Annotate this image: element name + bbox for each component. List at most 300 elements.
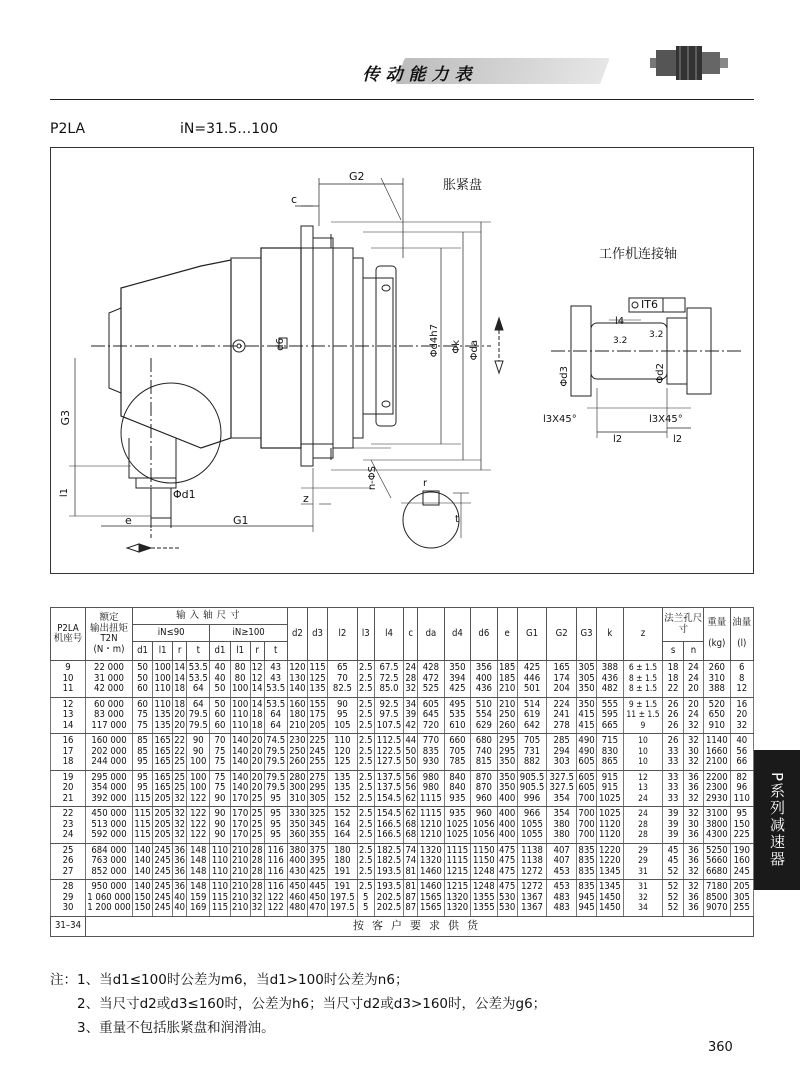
cell-value: 202.5 [376, 902, 402, 913]
cell-value: 520 [708, 698, 725, 710]
cell-value: 115 [211, 902, 229, 913]
cell-value: 50 [137, 662, 148, 673]
label-d6: d6 [275, 338, 286, 351]
cell-value: 1120 [599, 829, 621, 840]
cell-s [663, 697, 683, 734]
cell-n [683, 807, 703, 844]
cell-a-d1 [133, 843, 153, 880]
cell-torque [86, 770, 133, 807]
cell-value: 392 000 [91, 792, 127, 804]
cell-value: 9 [640, 720, 646, 731]
cell-a-l1 [153, 661, 173, 698]
cell-value: 26 [667, 698, 679, 710]
cell-value: 32 [251, 902, 263, 913]
cell-value: 193.5 [376, 881, 402, 892]
cell-value: 1272 [521, 881, 543, 892]
cell-value: 43 [270, 662, 282, 673]
label-d3: Φd3 [559, 366, 570, 387]
cell-value: 152 [334, 808, 351, 819]
cell-value: 14 [251, 683, 263, 694]
cell-value: 28 [251, 855, 263, 866]
cell-value: 2.5 [358, 844, 373, 856]
cell-value: 1320 [446, 891, 469, 903]
cell-value: 90 [214, 808, 226, 819]
cell-value: 165 [553, 662, 570, 673]
cell-b-d1 [210, 807, 230, 844]
cell-value: 11 [62, 683, 74, 694]
cell-value: 230 [289, 735, 306, 746]
cell-value: 180 [289, 709, 306, 720]
cell-value: 75 [137, 719, 148, 731]
cell-value: 25 [174, 756, 186, 767]
cell-value: 32 [174, 829, 186, 840]
cell-value: 12 [736, 683, 748, 694]
cell-value: 1355 [472, 902, 495, 913]
cell-value: 1115 [446, 855, 469, 866]
cell-value: 79.5 [266, 745, 286, 757]
cell-value: 660 [449, 735, 466, 746]
cell-value: 310 [708, 672, 725, 684]
cell-value: 85 [137, 735, 148, 746]
cell-d2 [287, 843, 307, 880]
cell-value: 475 [498, 881, 516, 892]
cell-value: 52 [667, 865, 679, 877]
col-d6: d6 [471, 608, 497, 661]
cell-value: 605 [578, 771, 595, 783]
cell-value: 1055 [521, 818, 543, 830]
cell-value: 350 [498, 782, 516, 793]
cell-value: 605 [578, 782, 595, 793]
cell-value: 260 [289, 756, 306, 767]
cell-k [597, 807, 623, 844]
cell-value: 95 [736, 808, 748, 819]
cell-value: 52 [667, 881, 679, 892]
cell-g3 [577, 734, 597, 771]
cell-torque [86, 843, 133, 880]
cell-value: 2.5 [358, 698, 373, 710]
cell-value: 1450 [599, 902, 621, 913]
cell-value: 28 [251, 865, 263, 877]
col-b-d1: d1 [210, 642, 230, 661]
cell-value: 160 [289, 698, 306, 710]
table-row [51, 807, 754, 844]
cell-e [497, 807, 517, 844]
cell-value: 39 [405, 709, 417, 720]
cell-value: 165 [154, 756, 171, 767]
cell-value: 31 [638, 882, 648, 892]
cell-value: 205 [154, 829, 171, 840]
cell-value: 205 [154, 808, 171, 819]
cell-value: 450 [309, 891, 326, 903]
label-l4: l4 [615, 316, 625, 327]
cell-size [51, 880, 86, 917]
cell-value: 720 [422, 719, 440, 731]
cell-value: 250 [289, 745, 306, 757]
cell-value: 250 [498, 709, 516, 720]
cell-value: 394 [449, 672, 466, 684]
cell-oil [730, 770, 753, 807]
cell-value: 966 [523, 808, 541, 819]
cell-d3 [307, 734, 327, 771]
cell-value: 85.0 [379, 683, 399, 694]
cell-value: 24 [638, 793, 648, 804]
cell-value: 1056 [472, 829, 495, 840]
cell-value: 210 [231, 902, 249, 913]
table-row-group [51, 697, 754, 734]
cell-value: 81 [405, 865, 417, 877]
cell-n [683, 661, 703, 698]
cell-b-r [250, 843, 264, 880]
cell-value: 835 [422, 745, 440, 757]
cell-value: 53.5 [188, 662, 208, 673]
cell-value: 260 [708, 662, 725, 673]
cell-l2 [328, 880, 358, 917]
cell-a-l1 [153, 843, 173, 880]
cell-value: 135 [334, 782, 351, 793]
cell-k [597, 661, 623, 698]
cell-value: 1565 [420, 891, 442, 903]
cell-value: 835 [578, 844, 595, 856]
cell-value: 360 [289, 829, 306, 840]
label-roughness-a: 3.2 [613, 336, 628, 346]
cell-value: 96 [736, 782, 748, 793]
cell-value: 127.5 [376, 756, 402, 767]
cell-l4 [374, 807, 404, 844]
cell-value: 1210 [420, 829, 442, 840]
cell-value: 245 [154, 855, 171, 866]
cell-value: 140 [231, 745, 249, 757]
cell-value: 90 [192, 735, 204, 746]
cell-value: 205 [154, 818, 171, 830]
col-g1: G1 [517, 608, 547, 661]
cell-g1 [517, 661, 547, 698]
cell-value: 380 [553, 829, 570, 840]
cell-value: 28 [405, 672, 417, 684]
cell-value: 80 [234, 672, 246, 684]
cell-value: 665 [601, 719, 619, 731]
cell-value: 1 060 000 [87, 891, 131, 903]
cell-value: 32 [736, 719, 748, 731]
cell-value: 25 [251, 829, 263, 840]
cell-c [404, 880, 418, 917]
cell-value: 25 [174, 782, 186, 793]
cell-c [404, 843, 418, 880]
cell-value: 36 [174, 844, 186, 856]
cell-value: 1220 [599, 844, 621, 856]
cell-value: 52 [667, 891, 679, 903]
cell-b-r [250, 880, 264, 917]
cell-value: 31 [638, 866, 648, 877]
cell-value: 835 [578, 881, 595, 892]
cell-value: 1138 [521, 855, 543, 866]
cell-g3 [577, 843, 597, 880]
cell-value: 36 [687, 829, 699, 840]
cell-a-t [187, 697, 210, 734]
cell-value: 5 [363, 902, 369, 913]
cell-value: 650 [708, 709, 725, 720]
col-l4: l4 [374, 608, 404, 661]
cell-value: 43 [270, 672, 282, 684]
cell-d3 [307, 697, 327, 734]
label-g1: G1 [233, 514, 249, 527]
cell-value: 32 [687, 792, 699, 804]
cell-value: 36 [687, 771, 699, 783]
cell-value: 1320 [420, 855, 442, 866]
cell-value: 117 000 [91, 719, 127, 731]
cell-value: 68 [405, 818, 417, 830]
cell-value: 68 [405, 829, 417, 840]
cell-c [404, 807, 418, 844]
cell-b-t [264, 880, 287, 917]
cell-value: 8 ± 1.5 [628, 673, 658, 684]
cell-value: 1660 [705, 745, 728, 757]
cell-value: 36 [687, 782, 699, 793]
col-n: n [683, 642, 703, 661]
col-weight: 重量 (kg) [704, 608, 730, 661]
cell-value: 20 [174, 719, 186, 731]
cell-a-l1 [153, 697, 173, 734]
cell-value: 210 [231, 891, 249, 903]
cell-value: 1450 [599, 891, 621, 903]
cell-value: 245 [154, 844, 171, 856]
cell-value: 303 [553, 756, 570, 767]
cell-value: 380 [289, 844, 306, 856]
cell-value: 255 [309, 756, 326, 767]
cell-value: 125 [309, 672, 326, 684]
cell-value: 79.5 [266, 756, 286, 767]
cell-value: 2.5 [358, 818, 373, 830]
cell-value: 64 [270, 709, 282, 720]
cell-value: 116 [267, 855, 284, 866]
cell-b-l1 [230, 697, 250, 734]
cell-oil [730, 697, 753, 734]
label-l2-right: l2 [673, 434, 683, 445]
cell-value: 592 000 [91, 829, 127, 840]
cell-value: 224 [553, 698, 570, 710]
cell-value: 20 [736, 709, 748, 720]
cell-value: 95 [270, 829, 282, 840]
cell-value: 835 [578, 855, 595, 866]
cell-value: 26 [667, 735, 679, 746]
cell-value: 70 [336, 672, 348, 684]
cell-value: 700 [578, 829, 595, 840]
cell-value: 110 [154, 698, 171, 710]
cell-value: 1460 [420, 881, 442, 892]
cell-value: 140 [231, 735, 249, 746]
cell-value: 350 [578, 683, 595, 694]
cell-value: 1055 [521, 829, 543, 840]
cell-g3 [577, 770, 597, 807]
cell-value: 260 [498, 719, 516, 731]
cell-value: 95 [270, 818, 282, 830]
cell-value: 95 [137, 771, 148, 783]
cell-value: 60 [137, 698, 148, 710]
cell-value: 501 [523, 683, 541, 694]
cell-s [663, 734, 683, 771]
cell-value: 1355 [472, 891, 495, 903]
table-row [51, 843, 754, 880]
cell-d4 [444, 661, 470, 698]
cell-value: 8500 [705, 891, 728, 903]
cell-z [623, 807, 663, 844]
cell-b-l1 [230, 734, 250, 771]
col-g2: G2 [547, 608, 577, 661]
cell-value: 29 [62, 891, 74, 903]
cell-value: 525 [422, 683, 440, 694]
cell-value: 34 [638, 903, 648, 913]
cell-value: 1138 [521, 844, 543, 856]
cell-value: 1150 [472, 844, 495, 856]
cell-value: 1150 [472, 855, 495, 866]
cell-value: 165 [154, 735, 171, 746]
cell-value: 513 000 [91, 818, 127, 830]
cell-value: 165 [154, 782, 171, 793]
cell-value: 64 [192, 698, 204, 710]
cell-value: 5660 [705, 855, 728, 866]
cell-value: 305 [578, 672, 595, 684]
col-g3: G3 [577, 608, 597, 661]
cell-value: 2.5 [358, 662, 373, 673]
cell-value: 53.5 [266, 683, 286, 694]
cell-value: 980 [422, 782, 440, 793]
cell-value: 18 [174, 698, 186, 710]
label-t: t [455, 514, 459, 525]
cell-value: 6 ± 1.5 [628, 663, 658, 673]
cell-value: 840 [449, 782, 466, 793]
cell-k [597, 697, 623, 734]
cell-k [597, 770, 623, 807]
cell-value: 375 [309, 844, 326, 856]
cell-value: 1056 [472, 818, 495, 830]
cell-value: 2.5 [358, 782, 373, 793]
cell-value: 120 [289, 662, 306, 673]
cell-value: 960 [475, 792, 492, 804]
cell-value: 20 [251, 782, 263, 793]
cell-a-r [173, 807, 187, 844]
cell-value: 25 [251, 808, 263, 819]
cell-value: 79.5 [188, 719, 208, 731]
cell-value: 13 [62, 709, 74, 720]
cell-value: 18 [62, 756, 74, 767]
cell-value: 400 [475, 672, 492, 684]
cell-g2 [547, 880, 577, 917]
cell-l3 [357, 880, 374, 917]
cell-value: 354 [553, 792, 570, 804]
cell-e [497, 880, 517, 917]
cell-value: 116 [267, 844, 284, 856]
label-it6: IT6 [641, 298, 658, 311]
cell-oil [730, 661, 753, 698]
col-b-r: r [250, 642, 264, 661]
cell-d6 [471, 843, 497, 880]
cell-a-t [187, 734, 210, 771]
cell-b-t [264, 734, 287, 771]
cell-g1 [517, 807, 547, 844]
cell-value: 327.5 [549, 771, 574, 783]
cell-value: 18 [174, 683, 186, 694]
cell-value: 20 [174, 709, 186, 720]
cell-value: 14 [174, 662, 186, 673]
cell-c [404, 697, 418, 734]
cell-value: 910 [708, 719, 725, 731]
cell-value: 210 [231, 844, 249, 856]
cell-k [597, 734, 623, 771]
cell-value: 110 [231, 709, 249, 720]
cell-value: 82 [736, 771, 748, 783]
cell-weight [704, 661, 730, 698]
cell-value: 472 [422, 672, 440, 684]
cell-value: 170 [231, 792, 249, 804]
cell-value: 67.5 [379, 662, 399, 673]
cell-g2 [547, 734, 577, 771]
cell-value: 770 [422, 735, 440, 746]
cell-value: 14 [251, 698, 263, 710]
cell-value: 135 [154, 709, 171, 720]
cell-value: 53.5 [266, 698, 286, 710]
cell-value: 870 [475, 771, 492, 783]
cell-value: 45 [667, 855, 679, 866]
note-2: 2、当尺寸d2或d3≤160时，公差为h6；当尺寸d2或d3>160时，公差为g6； [77, 996, 547, 1012]
cell-l2 [328, 697, 358, 734]
cell-da [418, 697, 444, 734]
cell-value: 191 [334, 881, 351, 892]
cell-value: 1248 [472, 865, 495, 877]
cell-a-r [173, 697, 187, 734]
cell-value: 137.5 [376, 782, 402, 793]
cell-value: 1 200 000 [87, 902, 131, 913]
cell-value: 530 [498, 902, 516, 913]
cell-value: 75 [214, 771, 226, 783]
cell-value: 1115 [420, 808, 442, 819]
cell-value: 295 [498, 735, 516, 746]
cell-value: 530 [498, 891, 516, 903]
cell-a-r [173, 880, 187, 917]
cell-value: 9 ± 1.5 [628, 699, 658, 710]
cell-value: 32 [405, 683, 417, 694]
cell-value: 56 [405, 782, 417, 793]
cell-value: 50 [405, 756, 417, 767]
cell-da [418, 880, 444, 917]
cell-value: 935 [449, 792, 466, 804]
cell-value: 40 [214, 672, 226, 684]
side-tab: P系列减速器 [754, 750, 800, 890]
table-row-group [51, 770, 754, 807]
cell-value: 700 [578, 818, 595, 830]
cell-value: 10 [638, 736, 648, 746]
cell-da [418, 661, 444, 698]
cell-value: 5250 [705, 844, 728, 856]
cell-value: 110 [231, 719, 249, 731]
cell-value: 295 [309, 782, 326, 793]
cell-value: 170 [231, 808, 249, 819]
cell-value: 210 [498, 683, 516, 694]
capacity-table [50, 607, 754, 937]
cell-z [623, 843, 663, 880]
cell-weight [704, 734, 730, 771]
cell-value: 24 [687, 672, 699, 684]
cell-value: 705 [523, 735, 541, 746]
cell-value: 380 [553, 818, 570, 830]
cell-value: 22 [174, 745, 186, 757]
cell-s [663, 770, 683, 807]
cell-value: 22 000 [94, 662, 124, 673]
cell-value: 9 [65, 662, 71, 673]
col-input-shaft: 输入轴尺寸 [133, 608, 288, 625]
table-row [51, 880, 754, 917]
cell-value: 16 [62, 735, 74, 746]
cell-value: 52 [667, 902, 679, 913]
cell-value: 197.5 [330, 902, 355, 913]
